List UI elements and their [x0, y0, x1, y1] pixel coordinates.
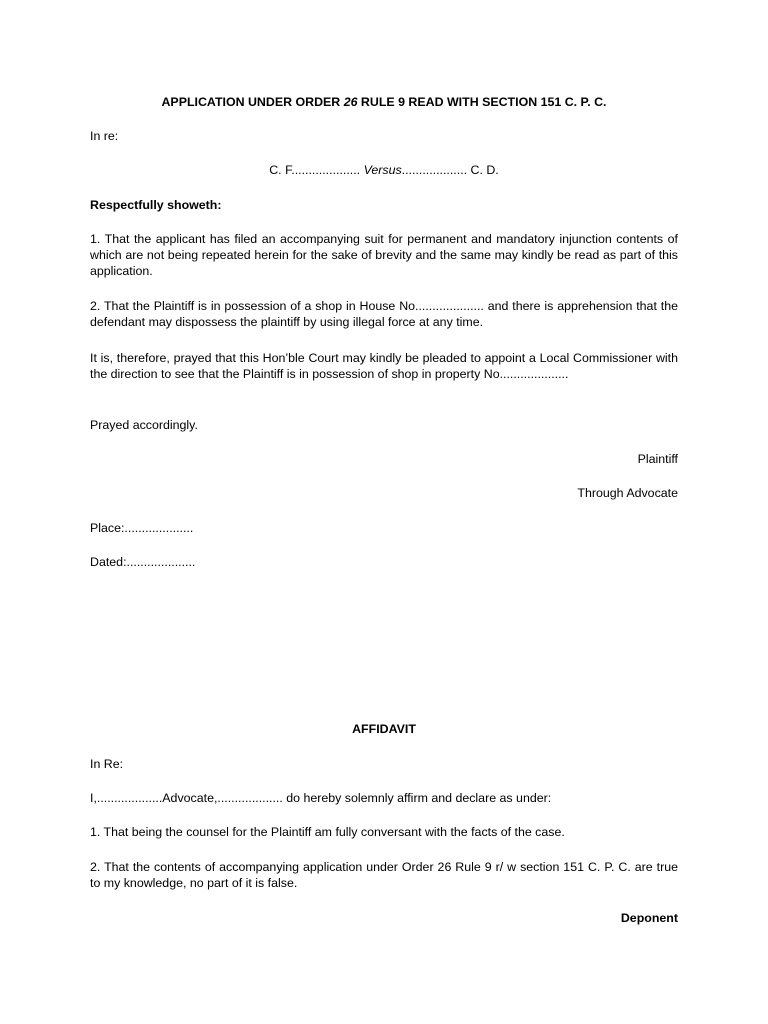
affidavit-paragraph-1: 1. That being the counsel for the Plaintiff am fully conversant with the facts of the case.	[90, 825, 565, 839]
parties-line	[90, 162, 678, 178]
deponent-signature: Deponent	[620, 911, 678, 925]
plaintiff-signature: Plaintiff	[637, 452, 678, 466]
application-title	[90, 94, 678, 110]
party-cf: C. F....................	[269, 163, 364, 177]
title-part-2: RULE 9 READ WITH SECTION 151 C. P. C.	[357, 95, 607, 109]
affidavit-paragraph-2: 2. That the contents of accompanying application under Order 26 Rule 9 r/ w section 151 C. P. C. are true to my knowledge, no part of it is false.	[90, 860, 678, 890]
dated-field: Dated:....................	[90, 555, 196, 569]
title-part-1: APPLICATION UNDER ORDER	[161, 95, 344, 109]
place-field: Place:....................	[90, 521, 194, 535]
paragraph-1: 1. That the applicant has filed an accompanying suit for permanent and mandatory injunction contents of which are not being repeated herein for the sake of brevity and the same may kindly be read as part of this application.	[90, 232, 678, 278]
prayed-accordingly: Prayed accordingly.	[90, 418, 198, 432]
prayer-paragraph: It is, therefore, prayed that this Hon’ble Court may kindly be pleaded to appoint a Local Commissioner with the direction to see that the Plaintiff is in possession of shop in property No....................	[90, 351, 678, 381]
party-cd: ................... C. D.	[401, 163, 499, 177]
in-re-label: In re:	[90, 129, 119, 143]
paragraph-2: 2. That the Plaintiff is in possession of a shop in House No.................... and there is apprehension that the defendant may dispossess the plaintiff by using illegal force at any time.	[90, 299, 678, 329]
affidavit-declaration: I,...................Advocate,................... do hereby solemnly affirm and declare as under:	[90, 791, 552, 805]
affidavit-title: AFFIDAVIT	[352, 722, 416, 736]
versus-label: Versus	[363, 163, 402, 177]
through-advocate: Through Advocate	[577, 486, 678, 500]
respectfully-showeth: Respectfully showeth:	[90, 198, 222, 212]
title-order-number: 26	[343, 95, 358, 109]
affidavit-in-re: In Re:	[90, 757, 124, 771]
